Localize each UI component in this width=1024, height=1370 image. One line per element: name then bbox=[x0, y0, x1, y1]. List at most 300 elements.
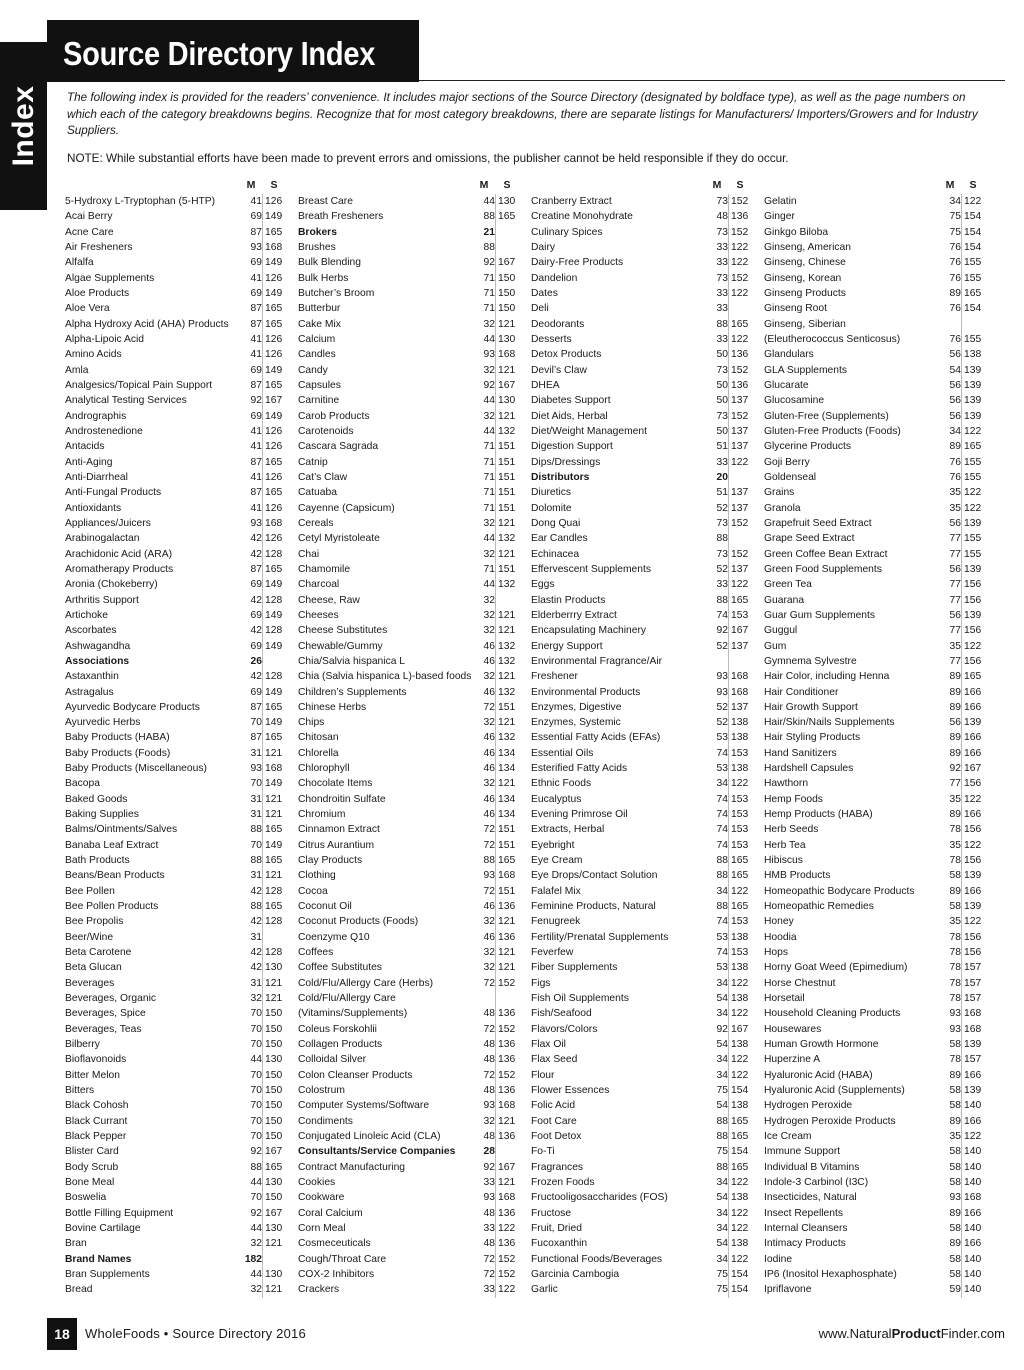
index-entry bbox=[764, 669, 984, 684]
entry-m-page: 33 bbox=[483, 1177, 495, 1188]
entry-m-page: 76 bbox=[949, 456, 961, 468]
index-entry bbox=[531, 1052, 751, 1067]
entry-s-page: 140 bbox=[964, 1253, 982, 1265]
entry-s-page: 122 bbox=[731, 456, 749, 468]
entry-s-page: 122 bbox=[498, 1222, 516, 1234]
index-column-3 bbox=[531, 179, 751, 1298]
index-entry bbox=[298, 746, 518, 761]
entry-m-page: 74 bbox=[716, 609, 728, 621]
entry-name: Aloe Vera bbox=[65, 303, 110, 315]
entry-name: Gymnema Sylvestre bbox=[764, 655, 857, 667]
index-entry bbox=[764, 194, 984, 209]
header-m: M bbox=[945, 179, 955, 191]
entry-m-page: 75 bbox=[716, 1146, 728, 1158]
index-entry bbox=[65, 470, 285, 485]
entry-s-page: 122 bbox=[731, 1008, 749, 1020]
entry-name: Huperzine A bbox=[764, 1054, 821, 1066]
index-entry bbox=[764, 1206, 984, 1221]
entry-s-page: 167 bbox=[731, 1023, 749, 1035]
index-entry bbox=[531, 1175, 751, 1190]
index-entry bbox=[298, 822, 518, 837]
entry-name: Arabinogalactan bbox=[65, 533, 140, 545]
entry-s-page: 130 bbox=[265, 1177, 283, 1188]
entry-name: Falafel Mix bbox=[531, 885, 581, 897]
index-entry bbox=[298, 1129, 518, 1144]
entry-name: Citrus Aurantium bbox=[298, 839, 375, 851]
entry-s-page: 134 bbox=[498, 809, 516, 821]
entry-name: Hand Sanitizers bbox=[764, 747, 837, 759]
entry-m-page: 46 bbox=[483, 655, 495, 667]
index-entry bbox=[65, 792, 285, 807]
entry-name: Butcher’s Broom bbox=[298, 287, 375, 299]
entry-s-page: 121 bbox=[498, 364, 516, 376]
entry-name: Housewares bbox=[764, 1023, 822, 1035]
index-entry bbox=[764, 455, 984, 470]
entry-name: Hyaluronic Acid (Supplements) bbox=[764, 1085, 905, 1097]
index-entry bbox=[298, 669, 518, 684]
entry-s-page: 149 bbox=[265, 211, 283, 223]
entry-s-page: 165 bbox=[731, 594, 749, 606]
index-entry bbox=[764, 332, 984, 347]
entry-s-page: 166 bbox=[964, 1238, 982, 1250]
index-entry bbox=[65, 209, 285, 224]
entry-m-page: 50 bbox=[716, 349, 728, 361]
index-entry bbox=[531, 884, 751, 899]
entry-m-page: 42 bbox=[250, 548, 262, 560]
entry-name: Guarana bbox=[764, 594, 805, 606]
entry-m-page: 33 bbox=[716, 333, 728, 345]
website-url[interactable] bbox=[819, 1326, 1005, 1341]
index-entry bbox=[764, 1236, 984, 1251]
index-entry bbox=[298, 792, 518, 807]
entry-m-page: 72 bbox=[483, 885, 495, 897]
entry-s-page: 165 bbox=[265, 732, 283, 744]
entry-m-page: 50 bbox=[716, 425, 728, 437]
entry-m-page: 70 bbox=[250, 1100, 262, 1112]
entry-s-page: 165 bbox=[265, 563, 283, 575]
entry-m-page: 32 bbox=[483, 517, 495, 529]
index-entry bbox=[531, 700, 751, 715]
entry-m-page: 88 bbox=[483, 241, 495, 253]
entry-m-page: 69 bbox=[250, 609, 262, 621]
header-m: M bbox=[479, 179, 489, 191]
index-entry bbox=[531, 470, 751, 485]
entry-name: Alpha-Lipoic Acid bbox=[65, 333, 144, 345]
entry-m-page: 77 bbox=[949, 625, 961, 637]
index-entry bbox=[65, 884, 285, 899]
entry-m-page: 92 bbox=[250, 1207, 262, 1219]
entry-name: Garlic bbox=[531, 1284, 558, 1296]
index-entry bbox=[65, 1206, 285, 1221]
entry-m-page: 32 bbox=[250, 1238, 262, 1250]
entry-name: Herb Seeds bbox=[764, 824, 819, 836]
entry-m-page: 87 bbox=[250, 303, 262, 315]
entry-m-page: 58 bbox=[949, 1146, 961, 1158]
entry-name: Amla bbox=[65, 364, 89, 376]
index-entry bbox=[298, 286, 518, 301]
entry-name: Dips/Dressings bbox=[531, 456, 601, 468]
index-entry bbox=[531, 960, 751, 975]
entry-name: Condiments bbox=[298, 1115, 353, 1127]
index-entry bbox=[65, 562, 285, 577]
entry-s-page: 153 bbox=[731, 809, 749, 821]
index-entry bbox=[298, 470, 518, 485]
entry-name: Hair/Skin/Nails Supplements bbox=[764, 717, 895, 729]
entry-s-page: 156 bbox=[964, 625, 982, 637]
entry-m-page: 93 bbox=[483, 349, 495, 361]
header-s: S bbox=[270, 179, 278, 191]
entry-m-page: 72 bbox=[483, 977, 495, 989]
entry-m-page: 56 bbox=[949, 379, 961, 391]
entry-name: Bilberry bbox=[65, 1039, 100, 1051]
entry-m-page: 71 bbox=[483, 563, 495, 575]
entry-m-page: 48 bbox=[716, 211, 728, 223]
index-entry bbox=[531, 577, 751, 592]
entry-name: Devil’s Claw bbox=[531, 364, 587, 376]
entry-s-page: 136 bbox=[731, 349, 749, 361]
entry-s-page: 154 bbox=[731, 1085, 749, 1097]
index-entry bbox=[764, 1221, 984, 1236]
entry-name: Black Cohosh bbox=[65, 1100, 129, 1112]
entry-name: Bone Meal bbox=[65, 1177, 115, 1188]
index-entry bbox=[764, 685, 984, 700]
entry-s-page: 154 bbox=[964, 241, 982, 253]
entry-name: Fiber Supplements bbox=[531, 962, 618, 974]
entry-s-page: 138 bbox=[731, 1039, 749, 1051]
index-entry bbox=[65, 1098, 285, 1113]
entry-s-page: 122 bbox=[731, 333, 749, 345]
entry-name: Aronia (Chokeberry) bbox=[65, 579, 158, 591]
entry-m-page: 42 bbox=[250, 671, 262, 683]
entry-m-page: 41 bbox=[250, 425, 262, 437]
entry-s-page: 139 bbox=[964, 364, 982, 376]
entry-m-page: 32 bbox=[483, 594, 495, 606]
entry-name: Amino Acids bbox=[65, 349, 122, 361]
entry-name: Chai bbox=[298, 548, 320, 560]
entry-m-page: 87 bbox=[250, 563, 262, 575]
index-entry bbox=[531, 868, 751, 883]
entry-name: Ayurvedic Bodycare Products bbox=[65, 701, 200, 713]
entry-m-page: 89 bbox=[949, 701, 961, 713]
entry-m-page: 35 bbox=[949, 640, 961, 652]
index-entry bbox=[764, 914, 984, 929]
entry-m-page: 76 bbox=[949, 257, 961, 269]
entry-name: Bottle Filling Equipment bbox=[65, 1207, 174, 1219]
entry-s-page: 151 bbox=[498, 502, 516, 514]
entry-s-page: 168 bbox=[964, 1192, 982, 1204]
entry-name: Algae Supplements bbox=[65, 272, 155, 284]
entry-m-page: 89 bbox=[949, 1207, 961, 1219]
entry-name: Cayenne (Capsicum) bbox=[298, 502, 395, 514]
entry-m-page: 93 bbox=[483, 1100, 495, 1112]
entry-name: Diabetes Support bbox=[531, 395, 611, 407]
entry-s-page: 156 bbox=[964, 778, 982, 790]
entry-m-page: 46 bbox=[483, 809, 495, 821]
index-rows bbox=[65, 194, 285, 1298]
index-column-2 bbox=[298, 179, 518, 1298]
entry-s-page: 165 bbox=[265, 901, 283, 913]
entry-name: Candles bbox=[298, 349, 336, 361]
entry-s-page: 150 bbox=[265, 1039, 283, 1051]
entry-m-page: 92 bbox=[250, 1146, 262, 1158]
entry-name: Evening Primrose Oil bbox=[531, 809, 628, 821]
entry-m-page: 33 bbox=[716, 257, 728, 269]
entry-m-page: 46 bbox=[483, 793, 495, 805]
entry-s-page: 166 bbox=[964, 732, 982, 744]
entry-name: Boswelia bbox=[65, 1192, 107, 1204]
entry-m-page: 31 bbox=[250, 747, 262, 759]
entry-m-page: 54 bbox=[716, 1192, 728, 1204]
entry-m-page: 87 bbox=[250, 379, 262, 391]
index-entry bbox=[298, 332, 518, 347]
index-entry bbox=[531, 792, 751, 807]
entry-name: Hemp Foods bbox=[764, 793, 823, 805]
entry-s-page: 121 bbox=[498, 962, 516, 974]
index-entry bbox=[531, 761, 751, 776]
index-entry bbox=[65, 1236, 285, 1251]
entry-s-page: 166 bbox=[964, 809, 982, 821]
entry-m-page: 42 bbox=[250, 533, 262, 545]
index-entry bbox=[531, 730, 751, 745]
entry-s-page: 151 bbox=[498, 471, 516, 483]
entry-name: Antacids bbox=[65, 441, 105, 453]
entry-m-page: 88 bbox=[716, 1131, 728, 1143]
entry-m-page: 72 bbox=[483, 824, 495, 836]
entry-m-page: 92 bbox=[949, 763, 961, 775]
index-entry bbox=[298, 1098, 518, 1113]
index-entry bbox=[531, 593, 751, 608]
entry-s-page: 165 bbox=[265, 855, 283, 867]
entry-s-page: 152 bbox=[731, 548, 749, 560]
index-entry bbox=[298, 1267, 518, 1282]
index-entry bbox=[65, 1160, 285, 1175]
entry-s-page: 138 bbox=[964, 349, 982, 361]
index-entry bbox=[764, 317, 984, 332]
entry-name: Cheese Substitutes bbox=[298, 625, 388, 637]
entry-s-page: 140 bbox=[964, 1146, 982, 1158]
entry-m-page: 52 bbox=[716, 502, 728, 514]
entry-name: Grains bbox=[764, 487, 795, 499]
entry-name: Enzymes, Systemic bbox=[531, 717, 621, 729]
entry-m-page: 46 bbox=[483, 686, 495, 698]
entry-name: Ginseng, American bbox=[764, 241, 851, 253]
entry-name: 5-Hydroxy L-Tryptophan (5-HTP) bbox=[65, 196, 216, 207]
entry-name: Computer Systems/Software bbox=[298, 1100, 430, 1112]
entry-s-page: 126 bbox=[265, 533, 283, 545]
index-entry bbox=[298, 807, 518, 822]
entry-m-page: 88 bbox=[716, 901, 728, 913]
entry-name: Bacopa bbox=[65, 778, 100, 790]
entry-name: Horsetail bbox=[764, 993, 805, 1005]
entry-m-page: 89 bbox=[949, 732, 961, 744]
index-entry bbox=[531, 899, 751, 914]
entry-name: Diet/Weight Management bbox=[531, 425, 647, 437]
entry-name: Enzymes, Digestive bbox=[531, 701, 622, 713]
index-entry bbox=[764, 363, 984, 378]
entry-name: Chamomile bbox=[298, 563, 351, 575]
index-entry bbox=[298, 1175, 518, 1190]
title-bar bbox=[47, 20, 419, 82]
entry-s-page: 121 bbox=[498, 916, 516, 928]
entry-s-page: 121 bbox=[498, 318, 516, 330]
page-number: 18 bbox=[47, 1318, 77, 1350]
index-entry bbox=[764, 547, 984, 562]
entry-name: Hair Conditioner bbox=[764, 686, 839, 698]
entry-s-page: 153 bbox=[731, 839, 749, 851]
entry-m-page: 46 bbox=[483, 901, 495, 913]
entry-name: Banaba Leaf Extract bbox=[65, 839, 159, 851]
entry-name: Garcinia Cambogia bbox=[531, 1268, 620, 1280]
entry-m-page: 54 bbox=[716, 1100, 728, 1112]
entry-m-page: 41 bbox=[250, 471, 262, 483]
entry-m-page: 75 bbox=[949, 226, 961, 238]
entry-s-page: 165 bbox=[498, 855, 516, 867]
index-entry bbox=[298, 593, 518, 608]
entry-name: Coenzyme Q10 bbox=[298, 931, 370, 943]
entry-s-page: 152 bbox=[731, 410, 749, 422]
index-entry bbox=[298, 1221, 518, 1236]
entry-name: Alfalfa bbox=[65, 257, 94, 269]
entry-s-page: 139 bbox=[964, 563, 982, 575]
entry-m-page: 78 bbox=[949, 855, 961, 867]
index-entry bbox=[298, 715, 518, 730]
index-entry bbox=[531, 914, 751, 929]
entry-m-page: 77 bbox=[949, 533, 961, 545]
index-entry bbox=[531, 378, 751, 393]
entry-s-page: 155 bbox=[964, 333, 982, 345]
entry-m-page: 88 bbox=[483, 211, 495, 223]
entry-s-page: 168 bbox=[498, 1192, 516, 1204]
entry-m-page: 31 bbox=[250, 793, 262, 805]
entry-m-page: 44 bbox=[250, 1054, 262, 1066]
entry-name: Eucalyptus bbox=[531, 793, 582, 805]
index-entry bbox=[531, 776, 751, 791]
header-s: S bbox=[736, 179, 744, 191]
entry-m-page: 88 bbox=[716, 870, 728, 882]
index-entry bbox=[65, 1129, 285, 1144]
entry-m-page: 44 bbox=[250, 1177, 262, 1188]
entry-s-page: 165 bbox=[265, 318, 283, 330]
index-entry bbox=[764, 807, 984, 822]
entry-m-page: 69 bbox=[250, 686, 262, 698]
entry-name: Coleus Forskohlii bbox=[298, 1023, 377, 1035]
entry-name: Cocoa bbox=[298, 885, 328, 897]
index-entry bbox=[298, 562, 518, 577]
entry-s-page: 121 bbox=[498, 1115, 516, 1127]
entry-name: Detox Products bbox=[531, 349, 602, 361]
index-entry bbox=[298, 1144, 518, 1159]
entry-s-page: 122 bbox=[731, 1177, 749, 1188]
entry-name: Creatine Monohydrate bbox=[531, 211, 633, 223]
entry-name: Herb Tea bbox=[764, 839, 806, 851]
entry-s-page: 168 bbox=[498, 349, 516, 361]
entry-m-page: 72 bbox=[483, 1069, 495, 1081]
entry-name: Esterified Fatty Acids bbox=[531, 763, 628, 775]
entry-s-page: 149 bbox=[265, 717, 283, 729]
index-entry bbox=[298, 455, 518, 470]
index-entry bbox=[764, 822, 984, 837]
entry-s-page: 121 bbox=[498, 947, 516, 959]
index-entry bbox=[65, 838, 285, 853]
entry-s-page: 139 bbox=[964, 1039, 982, 1051]
index-entry bbox=[298, 1236, 518, 1251]
index-entry bbox=[764, 1052, 984, 1067]
index-entry bbox=[531, 409, 751, 424]
entry-name: Horny Goat Weed (Epimedium) bbox=[764, 962, 908, 974]
entry-m-page: 93 bbox=[949, 1023, 961, 1035]
entry-m-page: 93 bbox=[250, 763, 262, 775]
entry-m-page: 44 bbox=[483, 533, 495, 545]
entry-m-page: 77 bbox=[949, 548, 961, 560]
entry-s-page: 166 bbox=[964, 1115, 982, 1127]
entry-name: Glucosamine bbox=[764, 395, 825, 407]
entry-s-page: 137 bbox=[731, 640, 749, 652]
index-entry bbox=[531, 1098, 751, 1113]
entry-name: Aromatherapy Products bbox=[65, 563, 174, 575]
entry-name: Cheese, Raw bbox=[298, 594, 360, 606]
entry-m-page: 73 bbox=[716, 272, 728, 284]
index-entry bbox=[764, 439, 984, 454]
entry-s-page: 155 bbox=[964, 471, 982, 483]
entry-s-page: 126 bbox=[265, 333, 283, 345]
entry-s-page: 149 bbox=[265, 579, 283, 591]
entry-s-page: 138 bbox=[731, 962, 749, 974]
entry-name: Ginseng Root bbox=[764, 303, 827, 315]
entry-s-page: 136 bbox=[498, 1085, 516, 1097]
entry-s-page: 166 bbox=[964, 1207, 982, 1219]
entry-name: Acne Care bbox=[65, 226, 114, 238]
entry-name: Eye Drops/Contact Solution bbox=[531, 870, 658, 882]
entry-m-page: 88 bbox=[716, 855, 728, 867]
index-entry bbox=[531, 1037, 751, 1052]
index-entry bbox=[764, 1282, 984, 1297]
entry-m-page: 70 bbox=[250, 1008, 262, 1020]
entry-m-page: 87 bbox=[250, 732, 262, 744]
index-entry bbox=[531, 669, 751, 684]
entry-s-page: 168 bbox=[498, 870, 516, 882]
entry-m-page: 31 bbox=[250, 809, 262, 821]
entry-m-page: 52 bbox=[716, 563, 728, 575]
index-entry bbox=[298, 976, 518, 991]
index-entry bbox=[531, 1236, 751, 1251]
entry-name: Ginger bbox=[764, 211, 795, 223]
entry-name: Insect Repellents bbox=[764, 1207, 843, 1219]
entry-name: Hair Styling Products bbox=[764, 732, 861, 744]
entry-name: Brokers bbox=[298, 226, 337, 238]
index-entry bbox=[65, 547, 285, 562]
entry-m-page: 32 bbox=[483, 548, 495, 560]
entry-s-page: 156 bbox=[964, 947, 982, 959]
entry-m-page: 51 bbox=[716, 487, 728, 499]
entry-name: Fucoxanthin bbox=[531, 1238, 588, 1250]
entry-s-page: 165 bbox=[964, 441, 982, 453]
index-entry bbox=[65, 485, 285, 500]
entry-name: Charcoal bbox=[298, 579, 340, 591]
entry-s-page: 139 bbox=[964, 901, 982, 913]
entry-s-page: 152 bbox=[498, 1023, 516, 1035]
index-entry bbox=[298, 914, 518, 929]
entry-name: Extracts, Herbal bbox=[531, 824, 605, 836]
entry-name: DHEA bbox=[531, 379, 560, 391]
index-entry bbox=[298, 899, 518, 914]
entry-s-page: 166 bbox=[964, 885, 982, 897]
entry-name: Guar Gum Supplements bbox=[764, 609, 876, 621]
entry-name: Fish/Seafood bbox=[531, 1008, 592, 1020]
entry-m-page: 34 bbox=[716, 977, 728, 989]
entry-s-page: 132 bbox=[498, 579, 516, 591]
index-entry bbox=[764, 470, 984, 485]
entry-s-page: 121 bbox=[498, 717, 516, 729]
